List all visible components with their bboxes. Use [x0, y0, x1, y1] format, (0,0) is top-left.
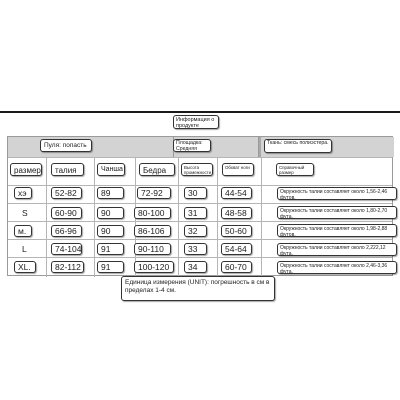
- cell-hips: 86-106: [134, 225, 171, 237]
- bullet-label: Пуля: попасть: [40, 139, 92, 152]
- material-label: Площадка: Средняя: [173, 139, 211, 152]
- cell-leg: 54-64: [221, 243, 252, 255]
- cell-hips: 100-120: [134, 261, 174, 273]
- cell-waist: 66-96: [51, 225, 82, 237]
- cell-waist: 52-82: [51, 187, 82, 199]
- cell-rise: 33: [184, 243, 207, 255]
- cell-reference-note: Окружность талии составляет около 1,80-2,70 фута.: [277, 206, 397, 219]
- cell-rise: 31: [184, 207, 207, 219]
- cell-waist: 82-112: [51, 261, 84, 273]
- cell-hips: 80-100: [134, 207, 171, 219]
- cell-bowl: 89: [97, 187, 124, 199]
- cell-waist: 60-90: [51, 207, 82, 219]
- unit-note: Единица измерения (UNIT): погрешность в см в пределах 1-4 см.: [121, 276, 275, 301]
- product-info-label: Информация о продукте: [173, 115, 219, 129]
- cell-hips: 72-92: [137, 187, 171, 199]
- cell-bowl: 90: [97, 225, 124, 237]
- cell-leg: 60-70: [221, 261, 252, 273]
- cell-reference-note: Окружность талии составляет около 2,222,12 фута.: [277, 243, 397, 256]
- fabric-label: Ткань: смесь полиэстера.: [264, 139, 332, 153]
- top-divider: [0, 111, 400, 113]
- column-header-size: размер: [10, 163, 42, 176]
- column-header-hips: Бедра: [139, 163, 175, 176]
- cell-rise: 34: [184, 261, 207, 273]
- column-header-waist: талия: [51, 163, 84, 176]
- cell-hips: 90-110: [134, 243, 171, 255]
- column-header-leg: Обхват ноги: [222, 163, 254, 176]
- cell-size: L: [22, 244, 27, 254]
- cell-reference-note: Окружность талии составляет около 1,56-2,46 футов.: [277, 187, 397, 200]
- cell-bowl: 90: [97, 207, 124, 219]
- column-header-rise: Высота промежности: [181, 163, 213, 176]
- cell-size: XL.: [14, 261, 36, 273]
- cell-size: м.: [14, 225, 32, 237]
- column-header-bowl: Чанша: [97, 163, 125, 176]
- cell-leg: 48-58: [221, 207, 252, 219]
- cell-waist: 74-104: [51, 243, 82, 255]
- cell-bowl: 91: [97, 261, 124, 273]
- cell-reference-note: Окружность талии составляет около 2,46-3,36 фута.: [277, 261, 397, 274]
- cell-size: S: [22, 208, 28, 218]
- cell-size: хэ: [14, 187, 32, 199]
- cell-reference-note: Окружность талии составляет около 1,98-2,88 футов.: [277, 224, 397, 237]
- cell-bowl: 91: [97, 243, 124, 255]
- column-header-reference: Справочный размер: [276, 163, 314, 176]
- cell-leg: 50-60: [221, 225, 252, 237]
- cell-leg: 44-54: [221, 187, 252, 199]
- cell-rise: 30: [184, 187, 207, 199]
- cell-rise: 32: [184, 225, 207, 237]
